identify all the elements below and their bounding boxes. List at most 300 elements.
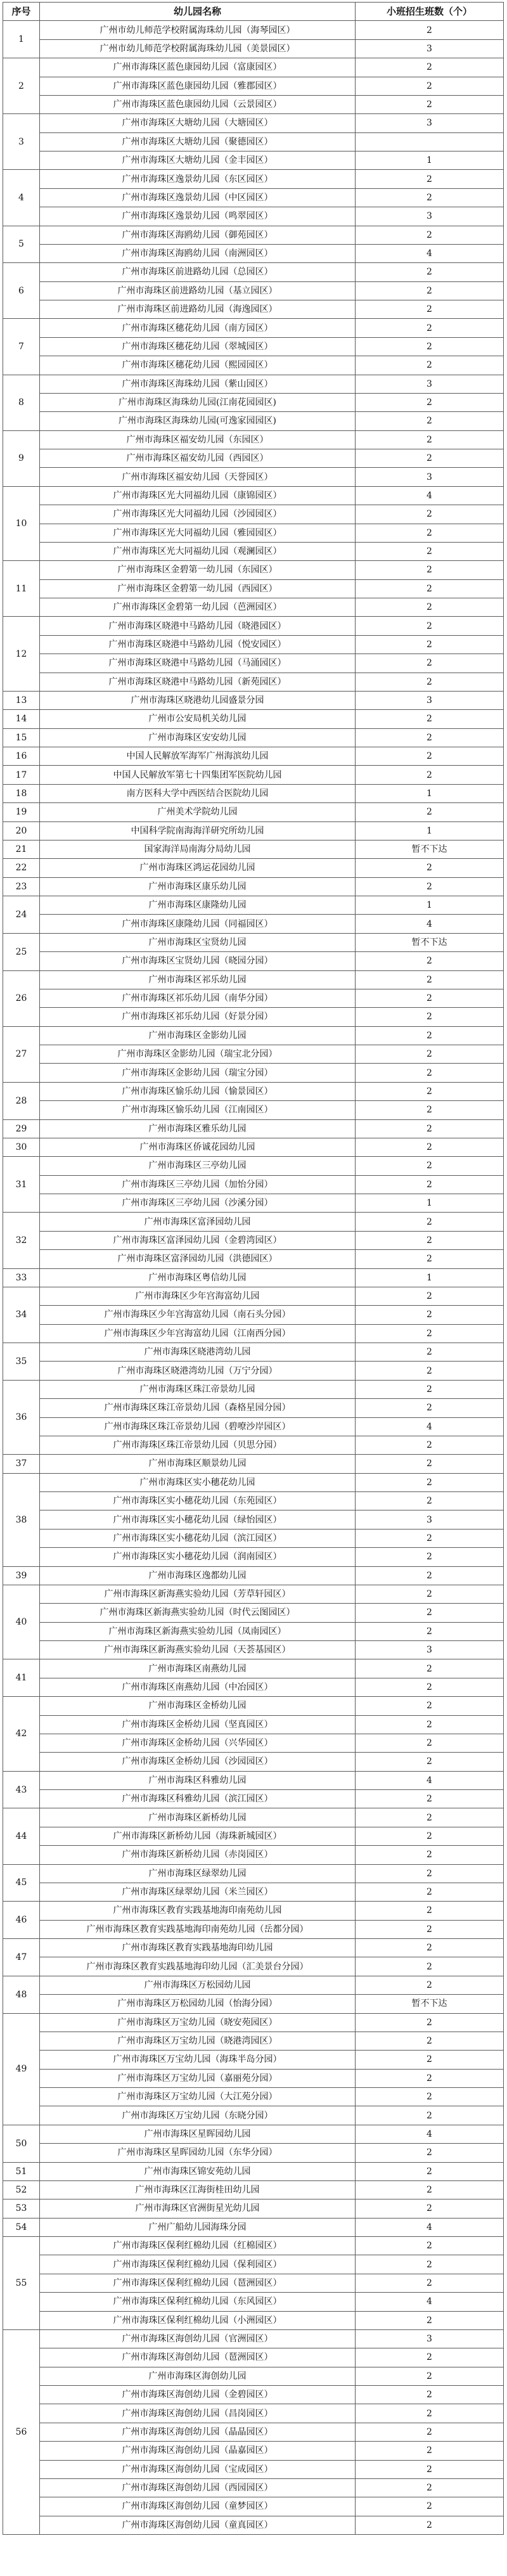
class-count-cell: 3 [356, 691, 504, 709]
table-row [3, 747, 504, 766]
seq-cell: 54 [3, 2218, 40, 2236]
table-row [3, 1715, 504, 1734]
table-row [3, 1808, 504, 1827]
class-count-cell: 2 [356, 877, 504, 896]
kindergarten-name-cell: 广州市海珠区逸都幼儿园 [40, 1566, 356, 1585]
class-count-cell: 2 [356, 710, 504, 728]
kindergarten-name-cell: 广州市海珠区保利红棉幼儿园（琶洲园区） [40, 2274, 356, 2292]
class-count-cell: 2 [356, 1883, 504, 1901]
class-count-cell: 2 [356, 412, 504, 430]
class-count-cell: 2 [356, 1492, 504, 1510]
seq-cell: 29 [3, 1119, 40, 1138]
table-row [3, 1008, 504, 1026]
table-row [3, 1995, 504, 2013]
table-row [3, 1268, 504, 1287]
seq-cell: 47 [3, 1939, 40, 1976]
table-row [3, 915, 504, 933]
class-count-cell: 2 [356, 2423, 504, 2441]
table-row [3, 2404, 504, 2423]
kindergarten-name-cell: 广州市海珠区金影幼儿园 [40, 1026, 356, 1045]
class-count-cell: 2 [356, 337, 504, 356]
class-count-cell: 2 [356, 1399, 504, 1417]
class-count-cell: 2 [356, 952, 504, 970]
class-count-cell: 1 [356, 1268, 504, 1287]
class-count-cell: 2 [356, 1902, 504, 1920]
seq-cell: 10 [3, 486, 40, 561]
class-count-cell: 2 [356, 561, 504, 579]
seq-cell: 49 [3, 2013, 40, 2125]
class-count-cell: 2 [356, 1939, 504, 1957]
class-count-cell: 4 [356, 2125, 504, 2143]
seq-cell: 38 [3, 1473, 40, 1566]
kindergarten-name-cell: 广州市海珠区南燕幼儿园（中冶园区） [40, 1678, 356, 1696]
kindergarten-name-cell: 广州市公安局机关幼儿园 [40, 710, 356, 728]
class-count-cell: 2 [356, 2442, 504, 2460]
class-count-cell: 2 [356, 728, 504, 747]
table-row [3, 1510, 504, 1529]
class-count-cell: 2 [356, 617, 504, 635]
table-row [3, 710, 504, 728]
table-row [3, 1678, 504, 1696]
kindergarten-name-cell: 广州市海珠区实小穗花幼儿园 [40, 1473, 356, 1491]
class-count-cell: 1 [356, 151, 504, 170]
class-count-cell: 2 [356, 2088, 504, 2106]
seq-cell: 15 [3, 728, 40, 747]
table-row [3, 375, 504, 393]
kindergarten-name-cell: 广州市海珠区海创幼儿园（童真园区） [40, 2516, 356, 2534]
seq-cell: 23 [3, 877, 40, 896]
kindergarten-name-cell: 广州市海珠区新海燕实验幼儿园（时代云图园区） [40, 1604, 356, 1622]
seq-cell: 27 [3, 1026, 40, 1082]
seq-cell: 18 [3, 784, 40, 802]
seq-cell: 35 [3, 1343, 40, 1381]
class-count-cell: 4 [356, 244, 504, 262]
kindergarten-name-cell: 广州市海珠区绿翠幼儿园 [40, 1864, 356, 1883]
table-row [3, 1585, 504, 1603]
class-count-cell: 3 [356, 114, 504, 132]
class-count-cell: 2 [356, 1436, 504, 1454]
class-count-cell: 2 [356, 1175, 504, 1194]
table-row [3, 2478, 504, 2497]
table-row [3, 933, 504, 951]
kindergarten-name-cell: 广州市海珠区大塘幼儿园（金丰园区） [40, 151, 356, 170]
class-count-cell: 1 [356, 821, 504, 840]
class-count-cell: 2 [356, 2478, 504, 2497]
table-row [3, 989, 504, 1007]
seq-cell: 39 [3, 1566, 40, 1585]
header-row [3, 3, 504, 21]
class-count-cell: 2 [356, 2460, 504, 2478]
kindergarten-name-cell: 广州市海珠区金影幼儿园（瑞宝分园） [40, 1064, 356, 1082]
kindergarten-name-cell: 广州市海珠区富泽园幼儿园 [40, 1213, 356, 1231]
kindergarten-name-cell: 广州市海珠区海创幼儿园（官洲园区） [40, 2329, 356, 2348]
class-count-cell: 2 [356, 2348, 504, 2367]
kindergarten-name-cell: 广州市海珠区星晖园幼儿园（东华分园） [40, 2144, 356, 2162]
seq-cell: 40 [3, 1585, 40, 1659]
table-row [3, 877, 504, 896]
kindergarten-name-cell: 广州市海珠区海创幼儿园（宝成园区） [40, 2460, 356, 2478]
kindergarten-name-cell: 广州市海珠区金影幼儿园（瑞宝北分园） [40, 1045, 356, 1064]
kindergarten-name-cell: 广州市海珠区逸景幼儿园（东区园区） [40, 170, 356, 188]
table-row [3, 1175, 504, 1194]
table-row [3, 1939, 504, 1957]
class-count-cell: 2 [356, 1790, 504, 1808]
kindergarten-name-cell: 广州市海珠区晓港幼儿园盛景分园 [40, 691, 356, 709]
class-count-cell: 2 [356, 1213, 504, 1231]
class-count-cell: 2 [356, 2311, 504, 2329]
table-row [3, 58, 504, 77]
class-count-cell: 2 [356, 1548, 504, 1566]
table-row [3, 1604, 504, 1622]
table-row [3, 766, 504, 784]
class-count-cell: 2 [356, 2516, 504, 2534]
kindergarten-name-cell: 广州市海珠区康隆幼儿园（同福园区） [40, 915, 356, 933]
class-count-cell: 2 [356, 263, 504, 281]
class-count-cell: 2 [356, 1343, 504, 1362]
class-count-cell: 2 [356, 803, 504, 821]
kindergarten-name-cell: 广州市海珠区蓝色康园幼儿园（云景园区） [40, 95, 356, 113]
kindergarten-name-cell: 广州市幼儿师范学校附属海珠幼儿园（海琴园区） [40, 21, 356, 39]
seq-cell: 1 [3, 21, 40, 58]
kindergarten-name-cell: 广州市海珠区实小穗花幼儿园（滨江园区） [40, 1529, 356, 1547]
kindergarten-name-cell: 南方医科大学中西医结合医院幼儿园 [40, 784, 356, 802]
kindergarten-name-cell: 中国科学院南海海洋研究所幼儿园 [40, 821, 356, 840]
table-row [3, 1119, 504, 1138]
class-count-cell: 2 [356, 1808, 504, 1827]
table-row [3, 1902, 504, 1920]
table-row [3, 486, 504, 505]
table-row [3, 188, 504, 207]
table-row [3, 505, 504, 524]
class-count-cell: 2 [356, 1455, 504, 1473]
table-row [3, 1362, 504, 1380]
class-count-cell: 2 [356, 1082, 504, 1100]
kindergarten-name-cell: 广州市海珠区逸景幼儿园（鸣翠园区） [40, 207, 356, 226]
kindergarten-name-cell: 广州市海珠区海珠幼儿园(可逸家园园区) [40, 412, 356, 430]
class-count-cell: 2 [356, 1846, 504, 1864]
kindergarten-name-cell: 广州市海珠区珠江帝景幼儿园（贝思分园） [40, 1436, 356, 1454]
table-row [3, 561, 504, 579]
kindergarten-name-cell: 广州市海珠区光大同福幼儿园（观澜园区） [40, 542, 356, 560]
seq-cell: 32 [3, 1213, 40, 1268]
kindergarten-name-cell: 广州市海珠区新海燕实验幼儿园（天荟基园区） [40, 1641, 356, 1659]
kindergarten-name-cell: 广州市海珠区保利红棉幼儿园（保利园区） [40, 2255, 356, 2274]
class-count-cell: 2 [356, 2144, 504, 2162]
kindergarten-name-cell: 广州市海珠区海创幼儿园 [40, 2367, 356, 2385]
table-row [3, 728, 504, 747]
table-row [3, 1846, 504, 1864]
class-count-cell: 2 [356, 1566, 504, 1585]
kindergarten-name-cell: 广州市海珠区保利红棉幼儿园（小洲园区） [40, 2311, 356, 2329]
class-count-cell [356, 132, 504, 151]
class-count-cell: 2 [356, 1864, 504, 1883]
kindergarten-name-cell: 广州广船幼儿园海珠分园 [40, 2218, 356, 2236]
kindergarten-name-cell: 广州市海珠区万宝幼儿园（大江苑分园） [40, 2088, 356, 2106]
seq-cell: 33 [3, 1268, 40, 1287]
table-row [3, 1324, 504, 1343]
class-count-cell: 2 [356, 226, 504, 244]
table-row [3, 2516, 504, 2534]
class-count-cell: 暂不下达 [356, 933, 504, 951]
kindergarten-name-cell: 广州市海珠区珠江帝景幼儿园 [40, 1380, 356, 1398]
seq-cell: 22 [3, 859, 40, 877]
seq-cell: 36 [3, 1380, 40, 1455]
seq-cell: 51 [3, 2162, 40, 2180]
table-row [3, 784, 504, 802]
kindergarten-name-cell: 广州市海珠区光大同福幼儿园（雅园园区） [40, 524, 356, 542]
class-count-cell: 3 [356, 1641, 504, 1659]
table-row [3, 1417, 504, 1436]
table-row [3, 300, 504, 319]
table-row [3, 430, 504, 449]
table-row [3, 2218, 504, 2236]
table-row [3, 1529, 504, 1547]
kindergarten-name-cell: 广州市海珠区少年宫海富幼儿园（江南西分园） [40, 1324, 356, 1343]
kindergarten-name-cell: 广州市海珠区保利红棉幼儿园（红棉园区） [40, 2237, 356, 2255]
table-row [3, 803, 504, 821]
seq-cell: 44 [3, 1808, 40, 1864]
seq-cell: 14 [3, 710, 40, 728]
table-row [3, 1101, 504, 1119]
table-row [3, 579, 504, 598]
table-row [3, 2180, 504, 2199]
class-count-cell: 2 [356, 1306, 504, 1324]
table-body [3, 21, 504, 2535]
table-row [3, 1306, 504, 1324]
table-row [3, 2460, 504, 2478]
kindergarten-name-cell: 广州市海珠区科雅幼儿园 [40, 1771, 356, 1789]
seq-cell: 2 [3, 58, 40, 114]
kindergarten-name-cell: 广州市海珠区三亭幼儿园（沙溪分园） [40, 1194, 356, 1213]
class-count-cell: 2 [356, 2255, 504, 2274]
seq-cell: 9 [3, 430, 40, 486]
class-count-cell: 2 [356, 598, 504, 617]
kindergarten-name-cell: 广州市海珠区新桥幼儿园（赤岗园区） [40, 1846, 356, 1864]
kindergarten-name-cell: 广州市海珠区大塘幼儿园（大塘园区） [40, 114, 356, 132]
seq-cell: 55 [3, 2237, 40, 2330]
seq-cell: 37 [3, 1455, 40, 1473]
seq-cell: 26 [3, 970, 40, 1026]
class-count-cell: 2 [356, 1324, 504, 1343]
kindergarten-name-cell: 广州市海珠区海创幼儿园（晶晶园区） [40, 2423, 356, 2441]
class-count-cell: 2 [356, 1380, 504, 1398]
table-row [3, 840, 504, 858]
kindergarten-name-cell: 广州市海珠区万松园幼儿园 [40, 1976, 356, 1994]
kindergarten-name-cell: 广州市海珠区万宝幼儿园（晓安苑园区） [40, 2013, 356, 2032]
seq-cell: 50 [3, 2125, 40, 2162]
class-count-cell: 2 [356, 170, 504, 188]
kindergarten-name-cell: 广州市海珠区祁乐幼儿园（好景分园） [40, 1008, 356, 1026]
class-count-cell: 2 [356, 1138, 504, 1156]
kindergarten-name-cell: 广州市海珠区三亭幼儿园 [40, 1157, 356, 1175]
table-row [3, 2088, 504, 2106]
table-row [3, 952, 504, 970]
kindergarten-name-cell: 广州市海珠区教育实践基地海印南苑幼儿园（岳都分园） [40, 1920, 356, 1938]
kindergarten-name-cell: 广州市海珠区晓港中马路幼儿园（新苑园区） [40, 673, 356, 691]
class-count-cell: 2 [356, 1604, 504, 1622]
class-count-cell: 2 [356, 1231, 504, 1249]
table-row [3, 1734, 504, 1752]
class-count-cell: 2 [356, 2051, 504, 2069]
class-count-cell: 4 [356, 1771, 504, 1789]
table-row [3, 1659, 504, 1678]
kindergarten-name-cell: 广州市海珠区星晖园幼儿园 [40, 2125, 356, 2143]
class-count-cell: 2 [356, 2032, 504, 2050]
table-row [3, 39, 504, 58]
class-count-cell: 2 [356, 635, 504, 654]
seq-cell: 42 [3, 1697, 40, 1772]
seq-cell: 8 [3, 375, 40, 430]
table-row [3, 2311, 504, 2329]
kindergarten-name-cell: 广州市海珠区晓港湾幼儿园 [40, 1343, 356, 1362]
class-count-cell: 4 [356, 486, 504, 505]
kindergarten-name-cell: 广州市海珠区康隆幼儿园 [40, 896, 356, 915]
class-count-cell: 4 [356, 915, 504, 933]
table-row [3, 244, 504, 262]
table-row [3, 542, 504, 560]
table-row [3, 2274, 504, 2292]
class-count-cell: 2 [356, 2180, 504, 2199]
table-row [3, 859, 504, 877]
kindergarten-name-cell: 广州市海珠区南燕幼儿园 [40, 1659, 356, 1678]
table-row [3, 1399, 504, 1417]
table-row [3, 635, 504, 654]
table-row [3, 691, 504, 709]
seq-cell: 43 [3, 1771, 40, 1808]
kindergarten-name-cell: 广州市海珠区前进路幼儿园（基立园区） [40, 281, 356, 300]
table-row [3, 1473, 504, 1491]
class-count-cell: 2 [356, 393, 504, 411]
kindergarten-name-cell: 广州市海珠区少年宫海富幼儿园（南石头分园） [40, 1306, 356, 1324]
table-row [3, 114, 504, 132]
class-count-cell: 2 [356, 58, 504, 77]
table-row [3, 2329, 504, 2348]
class-count-cell: 2 [356, 1101, 504, 1119]
table-row [3, 319, 504, 337]
table-row [3, 821, 504, 840]
seq-cell: 4 [3, 170, 40, 226]
enrollment-table-sheet [3, 2, 503, 2535]
class-count-cell: 2 [356, 95, 504, 113]
class-count-cell: 2 [356, 2106, 504, 2125]
table-row [3, 2106, 504, 2125]
kindergarten-name-cell: 广州市海珠区万松园幼儿园（怡海分园） [40, 1995, 356, 2013]
class-count-cell: 2 [356, 21, 504, 39]
table-row [3, 449, 504, 468]
table-row [3, 170, 504, 188]
table-row [3, 151, 504, 170]
table-row [3, 1976, 504, 1994]
table-row [3, 2497, 504, 2516]
seq-cell: 24 [3, 896, 40, 934]
kindergarten-name-cell: 广州市海珠区前进路幼儿园（海逸园区） [40, 300, 356, 319]
table-row [3, 2199, 504, 2218]
table-row [3, 524, 504, 542]
kindergarten-name-cell: 广州市海珠区金桥幼儿园 [40, 1697, 356, 1715]
kindergarten-name-cell: 广州市海珠区新桥幼儿园 [40, 1808, 356, 1827]
seq-cell: 12 [3, 617, 40, 692]
seq-cell: 25 [3, 933, 40, 970]
class-count-cell: 2 [356, 766, 504, 784]
class-count-cell: 2 [356, 1734, 504, 1752]
class-count-cell: 2 [356, 1753, 504, 1771]
class-count-cell: 2 [356, 1473, 504, 1491]
class-count-cell: 2 [356, 524, 504, 542]
table-row [3, 1026, 504, 1045]
class-count-cell: 2 [356, 2274, 504, 2292]
kindergarten-name-cell: 广州市海珠区光大同福幼儿园（沙园园区） [40, 505, 356, 524]
seq-cell: 5 [3, 226, 40, 263]
kindergarten-name-cell: 广州市海珠区实小穗花幼儿园（东苑园区） [40, 1492, 356, 1510]
class-count-cell: 2 [356, 505, 504, 524]
kindergarten-name-cell: 广州市海珠区晓港中马路幼儿园（晓港园区） [40, 617, 356, 635]
kindergarten-name-cell: 广州市海珠区安安幼儿园 [40, 728, 356, 747]
class-count-cell: 2 [356, 1008, 504, 1026]
class-count-cell: 2 [356, 430, 504, 449]
table-row [3, 654, 504, 673]
table-row [3, 598, 504, 617]
class-count-cell: 2 [356, 1976, 504, 1994]
kindergarten-name-cell: 广州市海珠区海创幼儿园（童梦园区） [40, 2497, 356, 2516]
table-row [3, 1790, 504, 1808]
seq-cell: 28 [3, 1082, 40, 1119]
table-row [3, 1566, 504, 1585]
kindergarten-name-cell: 广州市海珠区愉乐幼儿园（愉景园区） [40, 1082, 356, 1100]
seq-cell: 19 [3, 803, 40, 821]
kindergarten-name-cell: 广州市海珠区万宝幼儿园（嘉丽苑分园） [40, 2069, 356, 2087]
kindergarten-name-cell: 广州市海珠区富泽园幼儿园（洪德园区） [40, 1250, 356, 1268]
kindergarten-name-cell: 广州市幼儿师范学校附属海珠幼儿园（美景园区） [40, 39, 356, 58]
seq-cell: 53 [3, 2199, 40, 2218]
kindergarten-name-cell: 广州市海珠区粤信幼儿园 [40, 1268, 356, 1287]
header-count: 小班招生班数（个） [356, 3, 504, 21]
table-row [3, 2348, 504, 2367]
class-count-cell: 2 [356, 654, 504, 673]
header-seq: 序号 [3, 3, 40, 21]
table-row [3, 226, 504, 244]
kindergarten-name-cell: 中国人民解放军海军广州海滨幼儿园 [40, 747, 356, 766]
kindergarten-name-cell: 广州市海珠区祁乐幼儿园（南华分园） [40, 989, 356, 1007]
class-count-cell: 4 [356, 2293, 504, 2311]
kindergarten-name-cell: 广州市海珠区宝贤幼儿园（晓园分园） [40, 952, 356, 970]
kindergarten-name-cell: 广州市海珠区蓝色康园幼儿园（富康园区） [40, 58, 356, 77]
kindergarten-name-cell: 广州市海珠区前进路幼儿园（总园区） [40, 263, 356, 281]
seq-cell: 48 [3, 1976, 40, 2013]
kindergarten-name-cell: 广州市海珠区愉乐幼儿园（江南园区） [40, 1101, 356, 1119]
table-header [3, 3, 504, 21]
class-count-cell: 4 [356, 2218, 504, 2236]
class-count-cell: 2 [356, 1697, 504, 1715]
kindergarten-name-cell: 广州市海珠区珠江帝景幼儿园（碧嘹沙岸园区） [40, 1417, 356, 1436]
kindergarten-name-cell: 广州市海珠区金桥幼儿园（坚真园区） [40, 1715, 356, 1734]
kindergarten-name-cell: 广州市海珠区海创幼儿园（金碧园区） [40, 2386, 356, 2404]
kindergarten-name-cell: 广州市海珠区新桥幼儿园（海珠新城园区） [40, 1827, 356, 1845]
table-row [3, 1194, 504, 1213]
table-row [3, 1753, 504, 1771]
table-row [3, 1548, 504, 1566]
kindergarten-name-cell: 广州市海珠区福安幼儿园（东园区） [40, 430, 356, 449]
kindergarten-name-cell: 广州市海珠区实小穗花幼儿园（润南园区） [40, 1548, 356, 1566]
table-row [3, 1082, 504, 1100]
seq-cell: 52 [3, 2180, 40, 2199]
kindergarten-name-cell: 广州市海珠区福安幼儿园（西园区） [40, 449, 356, 468]
class-count-cell: 3 [356, 1510, 504, 1529]
table-row [3, 1157, 504, 1175]
table-row [3, 21, 504, 39]
class-count-cell: 2 [356, 1920, 504, 1938]
table-row [3, 2013, 504, 2032]
kindergarten-name-cell: 广州市海珠区新海燕实验幼儿园（芳草轩园区） [40, 1585, 356, 1603]
